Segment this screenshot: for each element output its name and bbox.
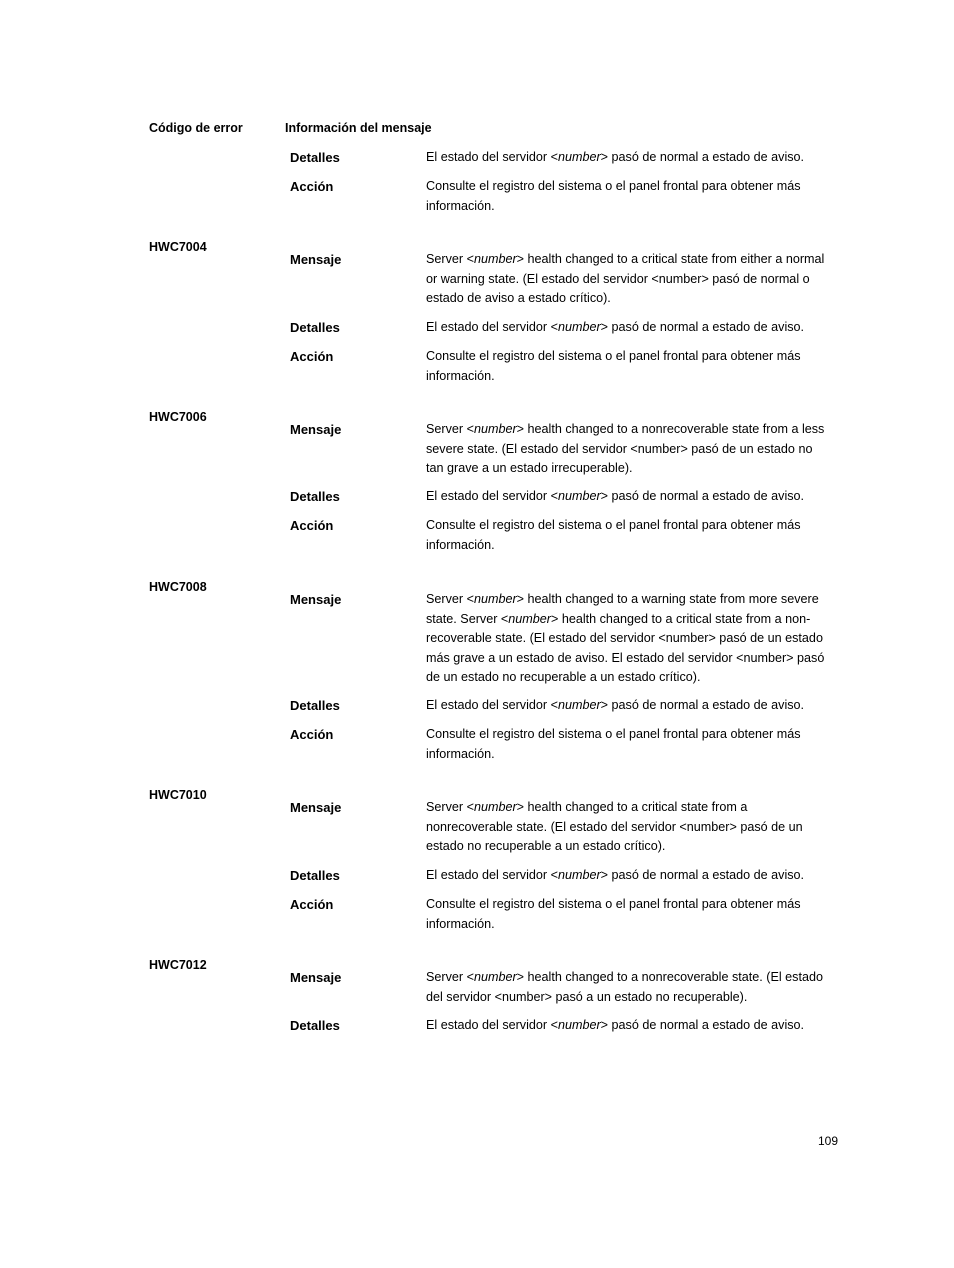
mensaje-text: Server <number> health changed to a warning state from more severe state. Server <number> health changed to a critical state from a non-recoverable state. (El estado del servidor <number> pasó de un estado más grave a un estado de aviso. El estado del servidor <number> pasó de un estado no recuperable a un estado crítico). [426, 592, 825, 684]
mensaje-row [290, 968, 850, 1007]
accion-label: Acción [290, 518, 334, 533]
detalles-row [290, 696, 850, 716]
accion-label: Acción [290, 897, 334, 912]
detalles-text: El estado del servidor <number> pasó de normal a estado de aviso. [426, 868, 805, 882]
error-code: HWC7010 [149, 788, 207, 802]
mensaje-label: Mensaje [290, 592, 342, 607]
detalles-row [290, 1016, 850, 1036]
accion-label: Acción [290, 727, 334, 742]
mensaje-label: Mensaje [290, 252, 342, 267]
detalles-row [290, 866, 850, 886]
detalles-row [290, 318, 850, 338]
column-header-code: Código de error [149, 121, 243, 135]
error-code: HWC7008 [149, 580, 207, 594]
detalles-label: Detalles [290, 1018, 340, 1033]
accion-text: Consulte el registro del sistema o el panel frontal para obtener más información. [426, 349, 801, 383]
mensaje-label: Mensaje [290, 970, 342, 985]
detalles-label: Detalles [290, 868, 340, 883]
page-number: 109 [818, 1134, 839, 1148]
accion-row [290, 895, 850, 934]
accion-text: Consulte el registro del sistema o el panel frontal para obtener más información. [426, 727, 801, 761]
accion-label: Acción [290, 179, 334, 194]
detalles-row [290, 487, 850, 507]
error-code: HWC7004 [149, 240, 207, 254]
mensaje-row [290, 590, 850, 688]
mensaje-label: Mensaje [290, 422, 342, 437]
accion-row [290, 177, 850, 216]
error-code: HWC7012 [149, 958, 207, 972]
mensaje-text: Server <number> health changed to a nonrecoverable state from a less severe state. (El estado del servidor <number> pasó de un estado no tan grave a un estado irrecuperable). [426, 422, 825, 475]
accion-row [290, 516, 850, 555]
accion-text: Consulte el registro del sistema o el panel frontal para obtener más información. [426, 179, 801, 213]
column-header-info: Información del mensaje [285, 121, 432, 135]
detalles-text: El estado del servidor <number> pasó de normal a estado de aviso. [426, 150, 805, 164]
mensaje-text: Server <number> health changed to a critical state from either a normal or warning state. (El estado del servidor <number> pasó de normal o estado de aviso a estado crítico). [426, 252, 825, 305]
detalles-text: El estado del servidor <number> pasó de normal a estado de aviso. [426, 320, 805, 334]
error-code: HWC7006 [149, 410, 207, 424]
detalles-text: El estado del servidor <number> pasó de normal a estado de aviso. [426, 489, 805, 503]
mensaje-row [290, 420, 850, 479]
mensaje-text: Server <number> health changed to a nonrecoverable state. (El estado del servidor <number> pasó a un estado no recuperable). [426, 970, 823, 1004]
accion-text: Consulte el registro del sistema o el panel frontal para obtener más información. [426, 897, 801, 931]
accion-text: Consulte el registro del sistema o el panel frontal para obtener más información. [426, 518, 801, 552]
accion-row [290, 725, 850, 764]
accion-label: Acción [290, 349, 334, 364]
mensaje-text: Server <number> health changed to a critical state from a nonrecoverable state. (El estado del servidor <number> pasó de un estado no recuperable a un estado crítico). [426, 800, 803, 853]
detalles-text: El estado del servidor <number> pasó de normal a estado de aviso. [426, 1018, 805, 1032]
detalles-label: Detalles [290, 320, 340, 335]
detalles-text: El estado del servidor <number> pasó de normal a estado de aviso. [426, 698, 805, 712]
detalles-label: Detalles [290, 489, 340, 504]
detalles-label: Detalles [290, 698, 340, 713]
mensaje-row [290, 798, 850, 857]
mensaje-row [290, 250, 850, 309]
detalles-label: Detalles [290, 150, 340, 165]
detalles-row [290, 148, 850, 168]
accion-row [290, 347, 850, 386]
mensaje-label: Mensaje [290, 800, 342, 815]
